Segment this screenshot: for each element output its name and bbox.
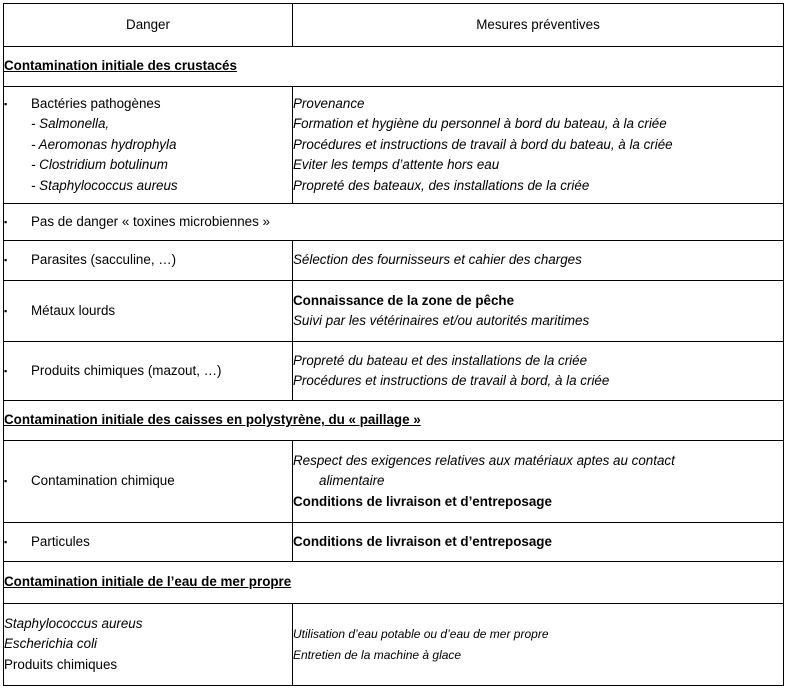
measures-cell: [293, 87, 784, 204]
measures-cell: [293, 281, 784, 342]
section-row: [4, 562, 784, 604]
danger-label: Parasites (sacculine, …): [31, 252, 177, 268]
danger-label: Métaux lourds: [31, 302, 116, 318]
measure-line: Eviter les temps d’attente hors eau: [293, 157, 500, 173]
danger-cell: [4, 241, 293, 281]
danger-cell: [4, 342, 293, 401]
measure-line: Respect des exigences relatives aux matériaux aptes au contact: [293, 452, 675, 468]
measure-line: Sélection des fournisseurs et cahier des charges: [293, 252, 582, 268]
bullet-icon: ▪: [4, 536, 8, 547]
bullet-icon: ▪: [4, 98, 8, 109]
danger-label: Staphylococcus aureus: [4, 615, 143, 631]
measure-line: Propreté des bateaux, des installations de la criée: [293, 177, 590, 193]
section-title: Contamination initiale de l’eau de mer propre: [4, 562, 784, 604]
danger-label: Escherichia coli: [4, 636, 98, 652]
sub-item: - Salmonella,: [31, 116, 110, 132]
table-row: [4, 87, 784, 204]
measure-line: Conditions de livraison et d’entreposage: [293, 493, 552, 509]
measure-line: Formation et hygiène du personnel à bord du bateau, à la criée: [293, 116, 667, 132]
bullet-icon: ▪: [4, 305, 8, 316]
measures-cell: [293, 604, 784, 686]
measure-line: Conditions de livraison et d’entreposage: [293, 533, 552, 549]
header-measures: Mesures préventives: [293, 4, 784, 47]
section-title: Contamination initiale des crustacés: [4, 47, 784, 87]
measure-line: Suivi par les vétérinaires et/ou autorités maritimes: [293, 313, 590, 328]
measures-cell: [293, 241, 784, 281]
measure-line: Connaissance de la zone de pêche: [293, 292, 515, 308]
danger-cell: [4, 281, 293, 342]
table-row: [4, 441, 784, 523]
measures-cell: [293, 441, 784, 523]
bullet-icon: ▪: [4, 365, 8, 376]
danger-cell: [4, 523, 293, 562]
danger-label: Contamination chimique: [31, 473, 175, 489]
header-row: [4, 4, 784, 47]
bullet-icon: ▪: [4, 476, 8, 487]
measure-line: Provenance: [293, 95, 365, 111]
sub-item: - Aeromonas hydrophyla: [31, 136, 177, 152]
danger-label: Pas de danger « toxines microbiennes »: [31, 213, 270, 229]
table-row: [4, 204, 784, 241]
section-row: [4, 47, 784, 87]
danger-cell: [4, 604, 293, 686]
table-row: [4, 281, 784, 342]
measure-line: Procédures et instructions de travail à bord du bateau, à la criée: [293, 136, 673, 152]
sub-item: - Clostridium botulinum: [31, 157, 168, 173]
danger-label: Bactéries pathogènes: [31, 95, 161, 111]
measure-line: Procédures et instructions de travail à bord, à la criée: [293, 373, 610, 388]
measure-line: alimentaire: [319, 473, 385, 489]
danger-label: Produits chimiques: [4, 656, 118, 672]
hazard-table: [3, 3, 784, 686]
danger-cell: [4, 87, 293, 204]
measures-cell: [293, 342, 784, 401]
measure-line: Entretien de la machine à glace: [293, 647, 462, 662]
section-row: [4, 401, 784, 441]
header-danger: Danger: [4, 4, 293, 47]
bullet-icon: ▪: [4, 255, 8, 266]
table-row: [4, 342, 784, 401]
table-row: [4, 241, 784, 281]
measure-line: Propreté du bateau et des installations de la criée: [293, 352, 588, 368]
table-row: [4, 604, 784, 686]
danger-label: Produits chimiques (mazout, …): [31, 362, 222, 378]
bullet-icon: ▪: [4, 216, 8, 227]
table-row: [4, 523, 784, 562]
sub-item: - Staphylococcus aureus: [31, 177, 178, 193]
measures-cell: [293, 523, 784, 562]
section-title: Contamination initiale des caisses en polystyrène, du « paillage »: [4, 401, 784, 441]
danger-label: Particules: [31, 533, 90, 549]
measure-line: Utilisation d’eau potable ou d’eau de mer propre: [293, 627, 549, 641]
danger-cell: [4, 204, 784, 241]
danger-cell: [4, 441, 293, 523]
